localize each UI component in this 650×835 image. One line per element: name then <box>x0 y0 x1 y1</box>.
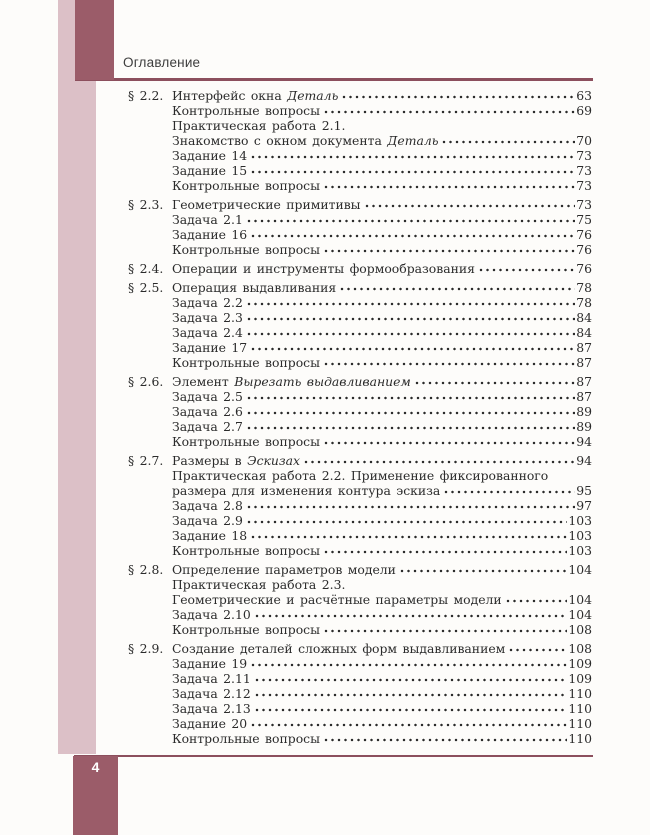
toc-entry-page: 108 <box>568 622 592 637</box>
toc-entry-title <box>172 641 505 656</box>
toc-entry <box>128 622 592 637</box>
dot-leader <box>342 95 575 99</box>
toc-section-number: § 2.3. <box>128 197 164 212</box>
dot-leader <box>251 155 575 159</box>
running-header-title: Оглавление <box>123 55 201 70</box>
toc-entry-title-text: Контрольные вопросы <box>172 622 320 637</box>
toc-entry-title-text: Задача 2.7 <box>172 419 243 434</box>
toc-entry <box>128 389 592 404</box>
dot-leader <box>247 219 575 223</box>
toc-entry-title <box>172 577 345 592</box>
toc-entry-title-text: Контрольные вопросы <box>172 178 320 193</box>
toc-section-number: § 2.4. <box>128 261 164 276</box>
dot-leader <box>247 426 575 430</box>
footer-rule <box>74 755 593 757</box>
toc-entry <box>128 528 592 543</box>
toc-entry-title-text: Задача 2.6 <box>172 404 243 419</box>
toc-entry-title-text: Практическая работа 2.1. <box>172 118 346 133</box>
toc-entry-title-text: Задание 17 <box>172 340 248 355</box>
toc-entry-title-text: Задача 2.4 <box>172 325 243 340</box>
toc-entry <box>128 197 592 212</box>
toc-entry-page: 89 <box>576 404 592 419</box>
toc-entry <box>128 374 592 389</box>
dot-leader <box>400 569 567 573</box>
dot-leader <box>251 234 575 238</box>
toc-entry-title <box>172 528 247 543</box>
toc-entry-title <box>172 543 320 558</box>
toc-section-number: § 2.9. <box>128 641 164 656</box>
toc-entry-page: 73 <box>576 178 592 193</box>
dot-leader <box>324 362 575 366</box>
toc-entry <box>128 483 592 498</box>
toc-entry-page: 76 <box>576 242 592 257</box>
toc-entry-title-text: Контрольные вопросы <box>172 434 320 449</box>
toc-entry-title-italic: Деталь <box>287 88 339 103</box>
dot-leader <box>247 505 575 509</box>
toc-entry-title <box>172 133 438 148</box>
dot-leader <box>324 629 567 633</box>
toc-entry-title-text: Знакомство с окном документа <box>172 133 388 148</box>
dot-leader <box>324 249 575 253</box>
toc-entry-page: 87 <box>576 374 592 389</box>
dot-leader <box>506 599 568 603</box>
toc-entry-title-italic: Деталь <box>387 133 439 148</box>
dot-leader <box>442 140 575 144</box>
toc-entry-title-text: Элемент <box>172 374 235 389</box>
dot-leader <box>255 708 568 712</box>
toc-section-number: § 2.5. <box>128 280 164 295</box>
toc-entry-page: 76 <box>576 227 592 242</box>
toc-entry-title-text: Контрольные вопросы <box>172 731 320 746</box>
toc-entry-title <box>172 178 320 193</box>
toc-section-number: § 2.2. <box>128 88 164 103</box>
toc-entry-page: 73 <box>576 197 592 212</box>
running-header <box>123 55 423 70</box>
toc-entry-title <box>172 118 345 133</box>
toc-entry-title <box>172 212 243 227</box>
dot-leader <box>247 396 575 400</box>
toc-entry <box>128 731 592 746</box>
dot-leader <box>324 110 575 114</box>
toc-entry <box>128 701 592 716</box>
toc-entry <box>128 88 592 103</box>
toc-entry-title-text: Задание 19 <box>172 656 248 671</box>
toc-section <box>128 641 592 746</box>
toc-entry-page: 94 <box>576 434 592 449</box>
toc-entry-title <box>172 592 502 607</box>
toc-entry <box>128 340 592 355</box>
toc-entry <box>128 280 592 295</box>
toc-entry <box>128 133 592 148</box>
toc-entry-title-text: Задача 2.3 <box>172 310 243 325</box>
toc-entry-title-text: Практическая работа 2.2. Применение фиксированного <box>172 468 549 483</box>
toc-entry-title <box>172 607 251 622</box>
dot-leader <box>251 347 575 351</box>
dot-leader <box>247 302 575 306</box>
toc-entry <box>128 453 592 468</box>
toc-entry-title <box>172 227 247 242</box>
toc-entry-title-text: Задание 15 <box>172 163 248 178</box>
toc-entry-title <box>172 103 320 118</box>
toc-entry-title-text: Задача 2.9 <box>172 513 243 528</box>
toc-entry-title <box>172 434 320 449</box>
toc-entry-title <box>172 453 300 468</box>
toc-entry <box>128 163 592 178</box>
toc-entry-title <box>172 340 247 355</box>
toc-entry-page: 103 <box>568 528 592 543</box>
dot-leader <box>247 317 575 321</box>
toc-entry <box>128 468 592 483</box>
toc-entry <box>128 543 592 558</box>
toc-entry-title-text: Создание деталей сложных форм выдавливанием <box>172 641 506 656</box>
toc-entry-title <box>172 325 243 340</box>
toc-entry-title <box>172 498 243 513</box>
toc-entry-title <box>172 280 336 295</box>
toc-entry-page: 63 <box>576 88 592 103</box>
toc-entry-page: 84 <box>576 310 592 325</box>
toc-entry-page: 78 <box>576 295 592 310</box>
dot-leader <box>255 693 568 697</box>
toc-entry <box>128 513 592 528</box>
toc-entry-page: 104 <box>568 562 592 577</box>
toc-entry-title <box>172 148 247 163</box>
toc-entry-page: 84 <box>576 325 592 340</box>
toc-entry-page: 103 <box>568 543 592 558</box>
toc-entry <box>128 295 592 310</box>
dot-leader <box>251 663 567 667</box>
toc-entry-title-italic: Эскизах <box>247 453 301 468</box>
toc-entry-title-text: Операции и инструменты формообразования <box>172 261 475 276</box>
toc-entry-page: 89 <box>576 419 592 434</box>
page-number: 4 <box>91 759 100 775</box>
toc-entry-title <box>172 731 320 746</box>
toc-entry <box>128 118 592 133</box>
toc-entry-title-text: Задача 2.5 <box>172 389 243 404</box>
toc-entry-title-text: Задача 2.10 <box>172 607 251 622</box>
toc-entry-page: 110 <box>568 701 592 716</box>
toc-entry-title <box>172 404 243 419</box>
toc-entry-title-text: Задача 2.1 <box>172 212 243 227</box>
toc-entry-title <box>172 310 243 325</box>
toc-entry-page: 104 <box>568 592 592 607</box>
toc-entry-title-text: Задача 2.11 <box>172 671 251 686</box>
toc-entry-page: 103 <box>568 513 592 528</box>
chapter-tab-box <box>75 0 114 80</box>
toc-entry-title-text: Задача 2.12 <box>172 686 251 701</box>
toc-entry-title <box>172 656 247 671</box>
dot-leader <box>324 185 575 189</box>
toc-entry-title-text: размера для изменения контура эскиза <box>172 483 441 498</box>
toc-entry-title <box>172 295 243 310</box>
dot-leader <box>340 287 575 291</box>
toc-entry <box>128 498 592 513</box>
toc-entry <box>128 103 592 118</box>
toc-entry-title <box>172 389 243 404</box>
toc-entry <box>128 656 592 671</box>
toc-entry-page: 87 <box>576 355 592 370</box>
toc-entry <box>128 310 592 325</box>
dot-leader <box>479 268 575 272</box>
toc-section-number: § 2.7. <box>128 453 164 468</box>
toc-entry-page: 110 <box>568 716 592 731</box>
toc-entry <box>128 178 592 193</box>
toc-entry-page: 109 <box>568 656 592 671</box>
toc-entry-title-text: Контрольные вопросы <box>172 242 320 257</box>
toc-entry <box>128 355 592 370</box>
toc-entry <box>128 641 592 656</box>
toc-section <box>128 261 592 276</box>
dot-leader <box>415 381 575 385</box>
toc-entry-title-text: Размеры в <box>172 453 248 468</box>
toc-entry-page: 108 <box>568 641 592 656</box>
toc-entry-title <box>172 374 411 389</box>
toc-entry-title-text: Операция выдавливания <box>172 280 337 295</box>
toc-section <box>128 562 592 637</box>
toc-entry-title-text: Контрольные вопросы <box>172 355 320 370</box>
dot-leader <box>304 460 575 464</box>
toc-entry <box>128 419 592 434</box>
toc-entry <box>128 592 592 607</box>
toc-entry <box>128 227 592 242</box>
toc-entry-title <box>172 163 247 178</box>
toc-entry-title <box>172 513 243 528</box>
toc-entry <box>128 607 592 622</box>
toc-entry-page: 95 <box>576 483 592 498</box>
toc-entry-title <box>172 622 320 637</box>
dot-leader <box>247 332 575 336</box>
dot-leader <box>251 535 567 539</box>
dot-leader <box>324 550 567 554</box>
toc-entry-title-italic: Вырезать выдавливанием <box>234 374 411 389</box>
toc-entry <box>128 577 592 592</box>
toc-entry-title-text: Задание 14 <box>172 148 248 163</box>
toc-entry-title <box>172 88 338 103</box>
toc-entry-title-text: Задача 2.13 <box>172 701 251 716</box>
dot-leader <box>255 678 568 682</box>
margin-band <box>58 0 96 754</box>
toc-entry-title <box>172 355 320 370</box>
toc-entry-title-text: Контрольные вопросы <box>172 543 320 558</box>
toc-entry-page: 110 <box>568 686 592 701</box>
toc-entry-title <box>172 562 396 577</box>
toc-section-number: § 2.6. <box>128 374 164 389</box>
toc-entry <box>128 562 592 577</box>
toc-entry <box>128 242 592 257</box>
toc-section <box>128 280 592 370</box>
page-number-box <box>73 756 118 835</box>
toc-entry-title-text: Интерфейс окна <box>172 88 288 103</box>
toc-entry-title <box>172 197 361 212</box>
toc-entry-page: 73 <box>576 163 592 178</box>
dot-leader <box>247 411 575 415</box>
toc-entry-page: 73 <box>576 148 592 163</box>
toc-section <box>128 453 592 558</box>
toc-entry-title <box>172 716 247 731</box>
toc-entry-page: 87 <box>576 340 592 355</box>
toc-entry-title-text: Контрольные вопросы <box>172 103 320 118</box>
toc-entry-page: 97 <box>576 498 592 513</box>
toc-section-number: § 2.8. <box>128 562 164 577</box>
toc-entry-title-text: Задание 16 <box>172 227 248 242</box>
toc-entry-title <box>172 671 251 686</box>
toc-section <box>128 374 592 449</box>
dot-leader <box>251 723 567 727</box>
toc-entry-page: 75 <box>576 212 592 227</box>
toc-entry <box>128 434 592 449</box>
dot-leader <box>324 738 567 742</box>
toc-entry <box>128 261 592 276</box>
dot-leader <box>251 170 575 174</box>
dot-leader <box>444 490 575 494</box>
toc-entry-page: 76 <box>576 261 592 276</box>
dot-leader <box>255 614 568 618</box>
toc-entry-title <box>172 701 251 716</box>
dot-leader <box>365 204 576 208</box>
toc-entry <box>128 212 592 227</box>
toc-entry <box>128 671 592 686</box>
toc-entry-page: 70 <box>576 133 592 148</box>
toc-entry <box>128 716 592 731</box>
toc-entry-title <box>172 261 475 276</box>
toc-entry-title-text: Задание 18 <box>172 528 248 543</box>
dot-leader <box>509 648 567 652</box>
toc-entry-page: 87 <box>576 389 592 404</box>
toc-entry-page: 104 <box>568 607 592 622</box>
toc-section <box>128 88 592 193</box>
dot-leader <box>324 441 575 445</box>
toc-entry-page: 109 <box>568 671 592 686</box>
dot-leader <box>247 520 567 524</box>
toc-entry <box>128 404 592 419</box>
toc-entry-title-text: Задача 2.8 <box>172 498 243 513</box>
toc-entry-title-text: Определение параметров модели <box>172 562 396 577</box>
toc-entry-title-text: Геометрические примитивы <box>172 197 361 212</box>
toc-entry-title-text: Задача 2.2 <box>172 295 243 310</box>
toc-entry-title-text: Задание 20 <box>172 716 248 731</box>
toc-entry-title <box>172 483 440 498</box>
header-rule <box>75 78 593 81</box>
toc-entry <box>128 686 592 701</box>
toc-entry-page: 110 <box>568 731 592 746</box>
toc-entry-title <box>172 242 320 257</box>
toc-entry-page: 94 <box>576 453 592 468</box>
table-of-contents <box>128 88 592 746</box>
toc-section <box>128 197 592 257</box>
toc-entry-title <box>172 419 243 434</box>
toc-entry-title-text: Практическая работа 2.3. <box>172 577 346 592</box>
toc-entry <box>128 325 592 340</box>
toc-entry-title <box>172 468 548 483</box>
toc-entry-page: 69 <box>576 103 592 118</box>
toc-entry-title <box>172 686 251 701</box>
toc-entry-title-text: Геометрические и расчётные параметры модели <box>172 592 502 607</box>
toc-entry-page: 78 <box>576 280 592 295</box>
toc-entry <box>128 148 592 163</box>
